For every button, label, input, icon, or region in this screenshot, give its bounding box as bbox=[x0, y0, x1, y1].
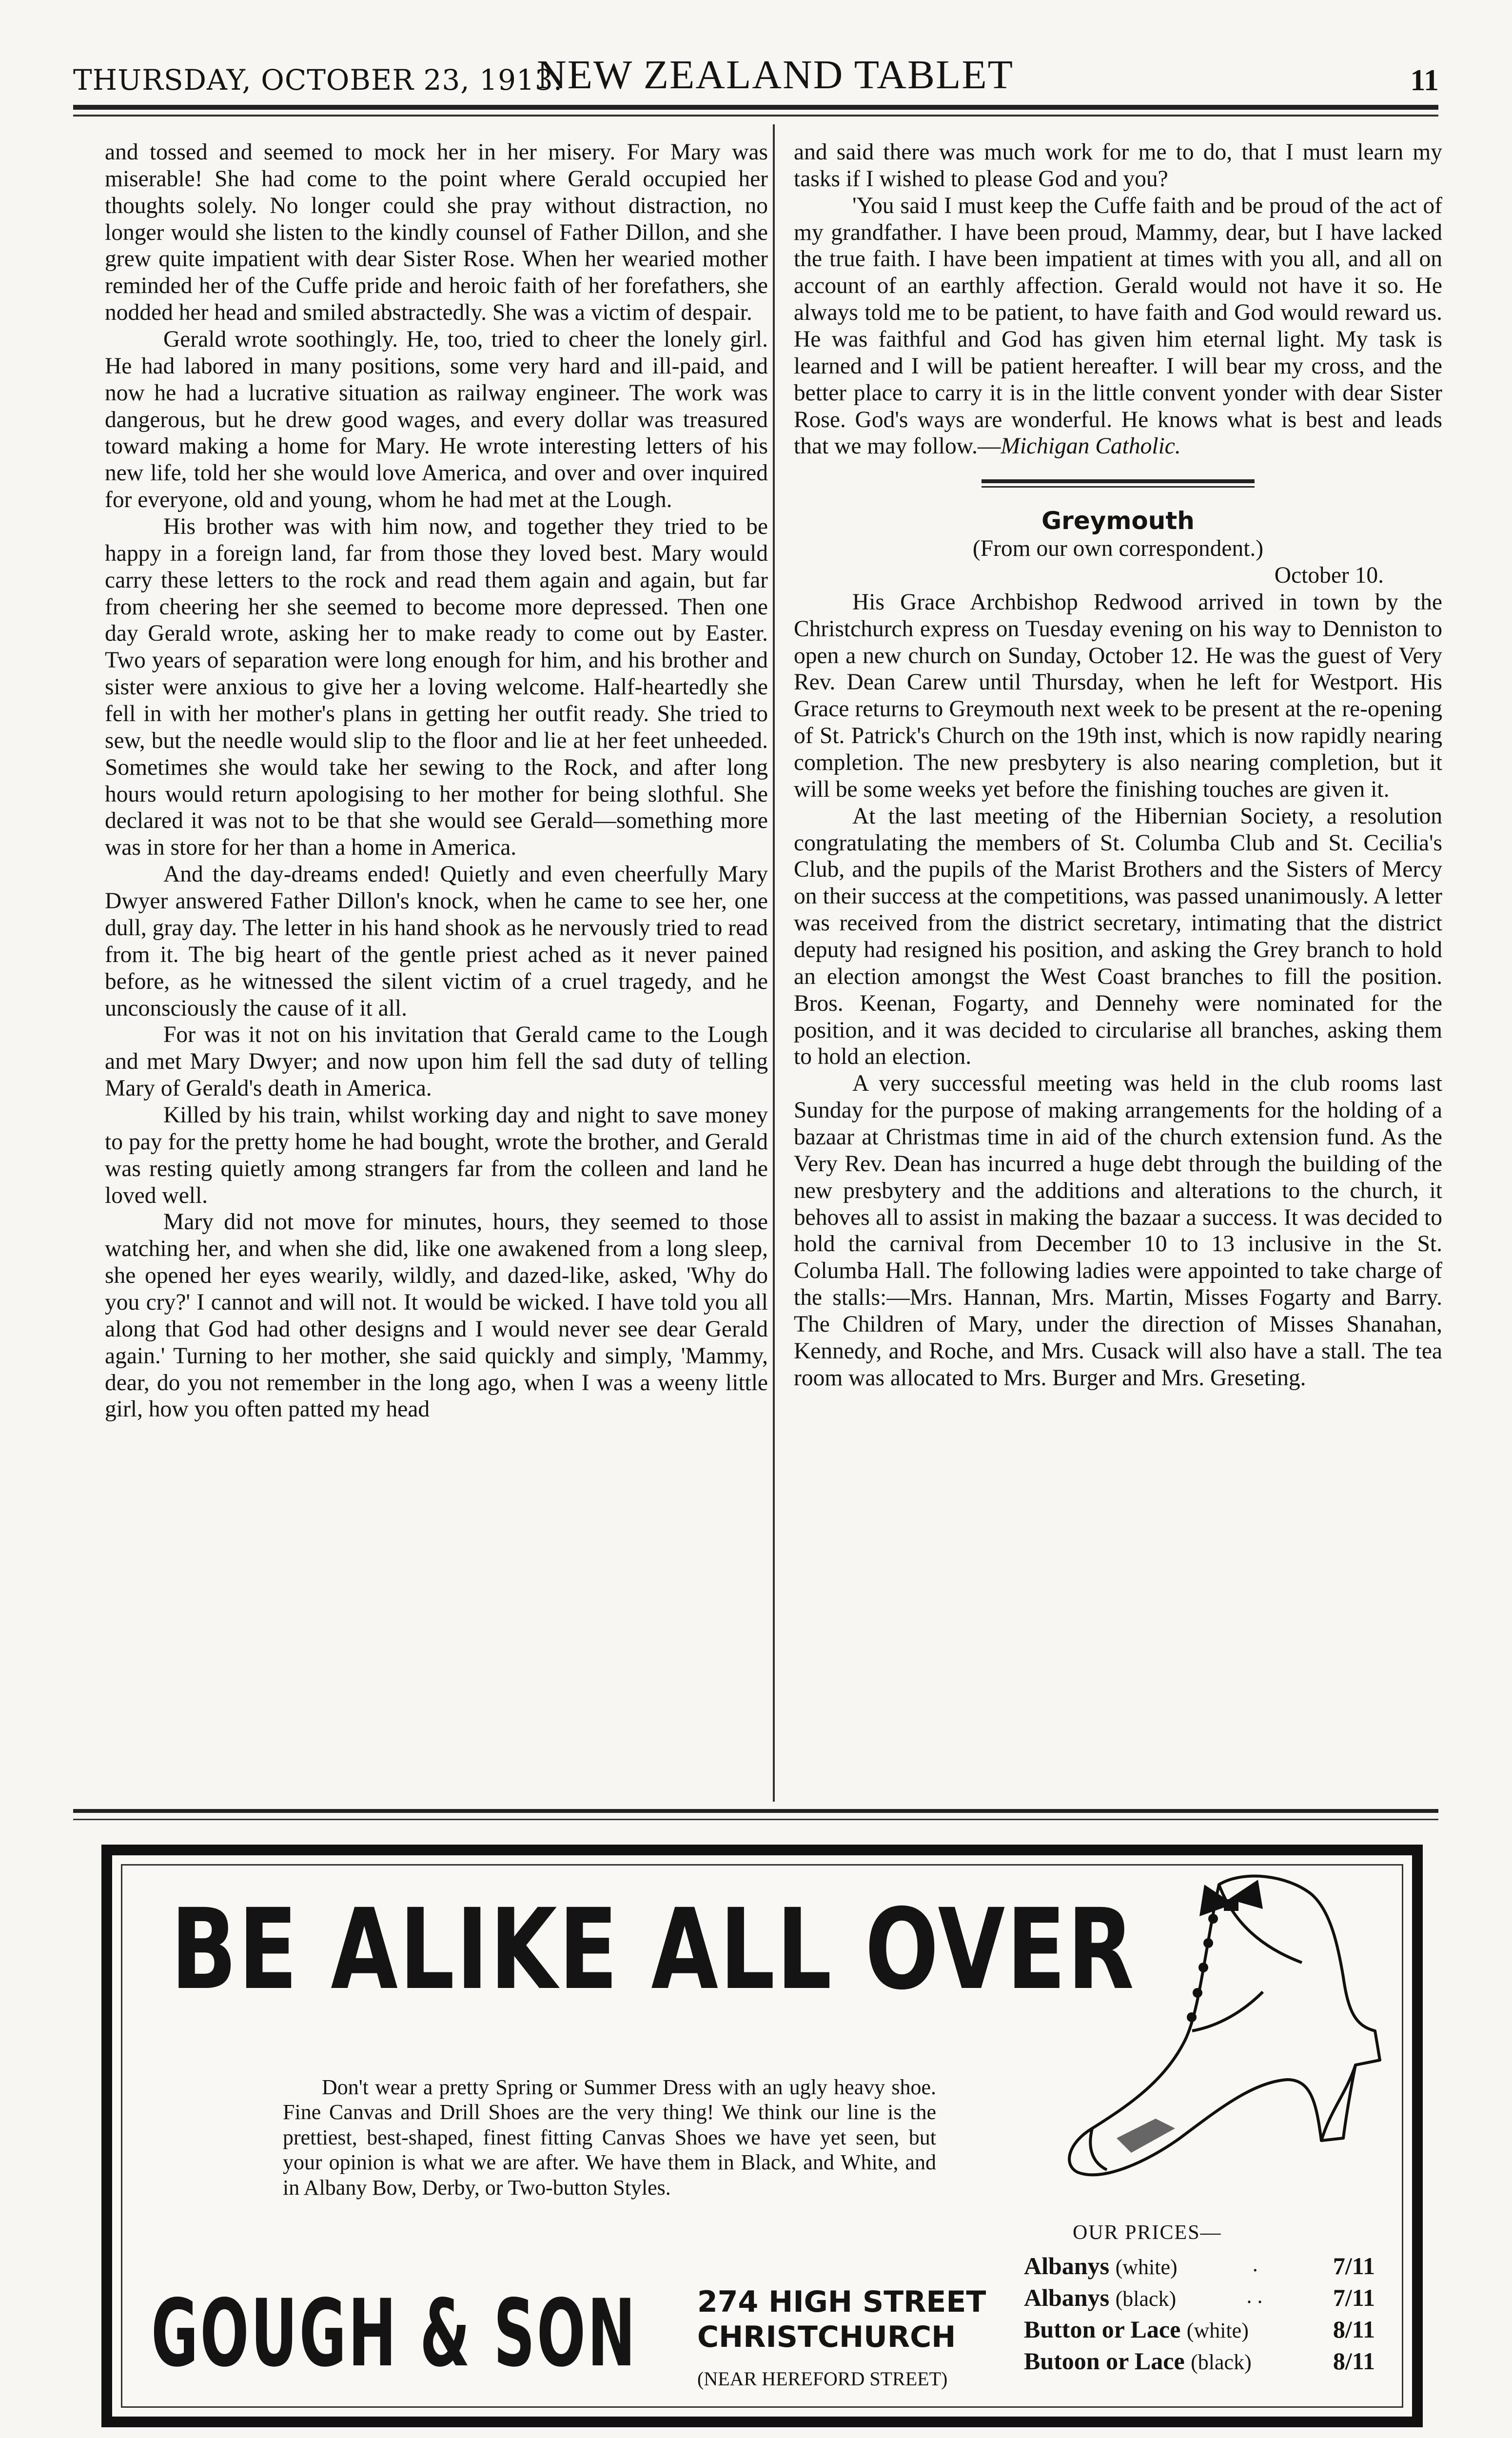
paragraph: Mary did not move for minutes, hours, they seemed to those watching her, and when she did, like one awakened from a long sleep, she opened her eyes wearily, wildly, and dazed-like, asked, 'Why do you cry?' I cannot and will not. It would be wicked. I have told you all along that God had other designs and I would never see dear Gerald again.' Turning to her mother, she said quickly and simply, 'Mammy, dear, do you not remember in the long ago, when I was a weeny little girl, how you often patted my head bbox=[105, 1209, 768, 1422]
header-rule-thin bbox=[73, 115, 1438, 117]
dateline: October 10. bbox=[1274, 562, 1384, 588]
price-value: 7/11 bbox=[1333, 2252, 1375, 2280]
shoe-illustration bbox=[1058, 1865, 1399, 2197]
source-credit: Michigan Catholic. bbox=[1001, 433, 1181, 459]
section-separator bbox=[982, 479, 1255, 488]
paragraph: and said there was much work for me to do, that I must learn my tasks if I wished to please God and you? bbox=[794, 139, 1442, 192]
paragraph: A very successful meeting was held in the club rooms last Sunday for the purpose of making arrangements for the holding of a bazaar at Christmas time in aid of the church extension fund. As the Very Rev. Dean has incurred a huge debt through the building of the new presbytery and the additions and alterations to the church, it behoves all to assist in making the bazaar a success. It was decided to hold the carnival from December 10 to 13 inclusive in the St. Columba Hall. The following ladies were appointed to take charge of the stalls:—Mrs. Hannan, Mrs. Martin, Misses Fogarty and Barry. The Children of Mary, under the direction of Misses Shanahan, Kennedy, and Roche, and Mrs. Cusack will also have a stall. The tea room was allocated to Mrs. Burger and Mrs. Greseting. bbox=[794, 1071, 1442, 1391]
price-item: Albanys (white) bbox=[1024, 2252, 1178, 2280]
paragraph: Killed by his train, whilst working day and night to save money to pay for the pretty home he had bought, wrote the brother, and Gerald was resting quietly among strangers far from the colleen and land he loved well. bbox=[105, 1102, 768, 1208]
quote-text: 'You said I must keep the Cuffe faith and be proud of the act of my grandfather. I have been proud, Mammy, dear, but I have lacked the true faith. I have been impatient at times with you all, and all on account of an earthly affection. Gerald would not have it so. He always told me to be patient, to have faith and God would reward us. He was faithful and God has given him eternal light. My task is learned and I will be patient hereafter. I will bear my cross, and the better place to carry it is in the little convent yonder with dear Sister Rose. God's ways are wonderful. He knows what is best and leads that we may follow.— bbox=[794, 193, 1442, 459]
price-row bbox=[1024, 2314, 1375, 2345]
left-column bbox=[105, 139, 768, 1423]
price-item: Butoon or Lace (black) bbox=[1024, 2347, 1252, 2375]
price-item: Button or Lace (white) bbox=[1024, 2316, 1249, 2343]
price-sep: . . bbox=[1246, 2284, 1263, 2308]
paragraph bbox=[794, 193, 1442, 460]
advert-body: Don't wear a pretty Spring or Summer Dress with an ugly heavy shoe. Fine Canvas and Drill Shoes are the very thing! We think our line is the prettiest, best-shaped, finest fitting Canvas Shoes we have yet seen, but your opinion is what we are after. We have them in Black, and White, and in Albany Bow, Derby, or Two-button Styles. bbox=[283, 2075, 936, 2200]
paragraph: Gerald wrote soothingly. He, too, tried to cheer the lonely girl. He had labored in many positions, some very hard and ill-paid, and now he had a lucrative situation as railway engineer. The work was dangerous, but he drew good wages, and every dollar was treasured toward making a home for Mary. He wrote interesting letters of his new life, told her she would love America, and over and over inquired for everyone, old and young, whom he had met at the Lough. bbox=[105, 327, 768, 513]
advert-top-rule-thin bbox=[73, 1819, 1438, 1820]
price-row bbox=[1024, 2345, 1375, 2377]
price-value: 8/11 bbox=[1333, 2347, 1375, 2375]
price-value: 7/11 bbox=[1333, 2284, 1375, 2311]
price-row bbox=[1024, 2250, 1375, 2282]
paragraph: At the last meeting of the Hibernian Society, a resolution congratulating the members of St. Columba Club and St. Cecilia's Club, and the pupils of the Marist Brothers and the Sisters of Mercy on their success at the competitions, was passed unanimously. A letter was received from the district secretary, intimating that the district deputy had resigned his position, and asking the Grey branch to hold an election amongst the West Coast branches to fill the position. Bros. Keenan, Fogarty, and Dennehy were nominated for the position, and it was decided to circularise all branches, asking them to hold an election. bbox=[794, 803, 1442, 1070]
header-rule bbox=[73, 105, 1438, 110]
price-item: Albanys (black) bbox=[1024, 2284, 1177, 2311]
company-name: GOUGH & SON bbox=[151, 2280, 638, 2387]
paragraph: And the day-dreams ended! Quietly and even cheerfully Mary Dwyer answered Father Dillon's knock, when he came to see her, one dull, gray day. The letter in his hand shook as he nervously tried to read from it. The big heart of the gentle priest ached as it never pained before, as he witnessed the silent victim of a cruel tragedy, and he unconsciously the cause of it all. bbox=[105, 862, 768, 1021]
price-list bbox=[1024, 2250, 1375, 2377]
section-title: Greymouth bbox=[1041, 507, 1195, 535]
advertisement bbox=[101, 1845, 1423, 2427]
company-address bbox=[697, 2284, 986, 2355]
advert-top-rule bbox=[73, 1809, 1438, 1813]
column-divider bbox=[773, 124, 775, 1802]
paragraph: For was it not on his invitation that Gerald came to the Lough and met Mary Dwyer; and now upon him fell the sad duty of telling Mary of Gerald's death in America. bbox=[105, 1022, 768, 1101]
prices-title: OUR PRICES— bbox=[1073, 2222, 1222, 2244]
advert-headline: BE ALIKE ALL OVER bbox=[171, 1885, 1136, 2014]
right-column bbox=[794, 139, 1442, 1392]
page-number: 11 bbox=[1410, 64, 1439, 97]
paragraph: His brother was with him now, and together they tried to be happy in a foreign land, far from those they loved best. Mary would carry these letters to the rock and read them again and again, but far from cheering her she seemed to become more depressed. Then one day Gerald wrote, asking her to make ready to come out by Easter. Two years of separation were long enough for him, and his brother and sister were anxious to give her a loving welcome. Half-heartedly she fell in with her mother's plans in getting her outfit ready. She tried to sew, but the needle would slip to the floor and lie at her feet unheeded. Sometimes she would take her sewing to the Rock, and after long hours would return apologising to her mother for being slothful. She declared it was not to be that she would see Gerald—something more was in store for her than a home in America. bbox=[105, 514, 768, 861]
correspondent-line: (From our own correspondent.) bbox=[972, 536, 1264, 562]
address-street: 274 HIGH STREET bbox=[697, 2285, 986, 2319]
price-sep: . bbox=[1252, 2252, 1258, 2276]
paragraph: His Grace Archbishop Redwood arrived in town by the Christchurch express on Tuesday evening on his way to Denniston to open a new church on Sunday, October 12. He was the guest of Very Rev. Dean Carew until Thursday, when he left for Westport. His Grace returns to Greymouth next week to be present at the re-opening of St. Patrick's Church on the 19th inst, which is now rapidly nearing completion. The new presbytery is also nearing completion, but it will be some weeks yet before the finishing touches are given it. bbox=[794, 589, 1442, 802]
header-date: THURSDAY, OCTOBER 23, 1913. bbox=[73, 63, 563, 97]
price-value: 8/11 bbox=[1333, 2316, 1375, 2343]
masthead-title: NEW ZEALAND TABLET bbox=[536, 52, 1014, 98]
address-city: CHRISTCHURCH bbox=[697, 2320, 956, 2354]
paragraph: and tossed and seemed to mock her in her misery. For Mary was miserable! She had come to the point where Gerald occupied her thoughts solely. No longer could she pray without distraction, no longer would she listen to the kindly counsel of Father Dillon, and she grew quite impatient with dear Sister Rose. When her wearied mother reminded her of the Cuffe pride and heroic faith of her forefathers, she nodded her head and smiled abstractedly. She was a victim of despair. bbox=[105, 139, 768, 326]
address-landmark: (NEAR HEREFORD STREET) bbox=[697, 2368, 948, 2390]
price-row bbox=[1024, 2282, 1375, 2314]
